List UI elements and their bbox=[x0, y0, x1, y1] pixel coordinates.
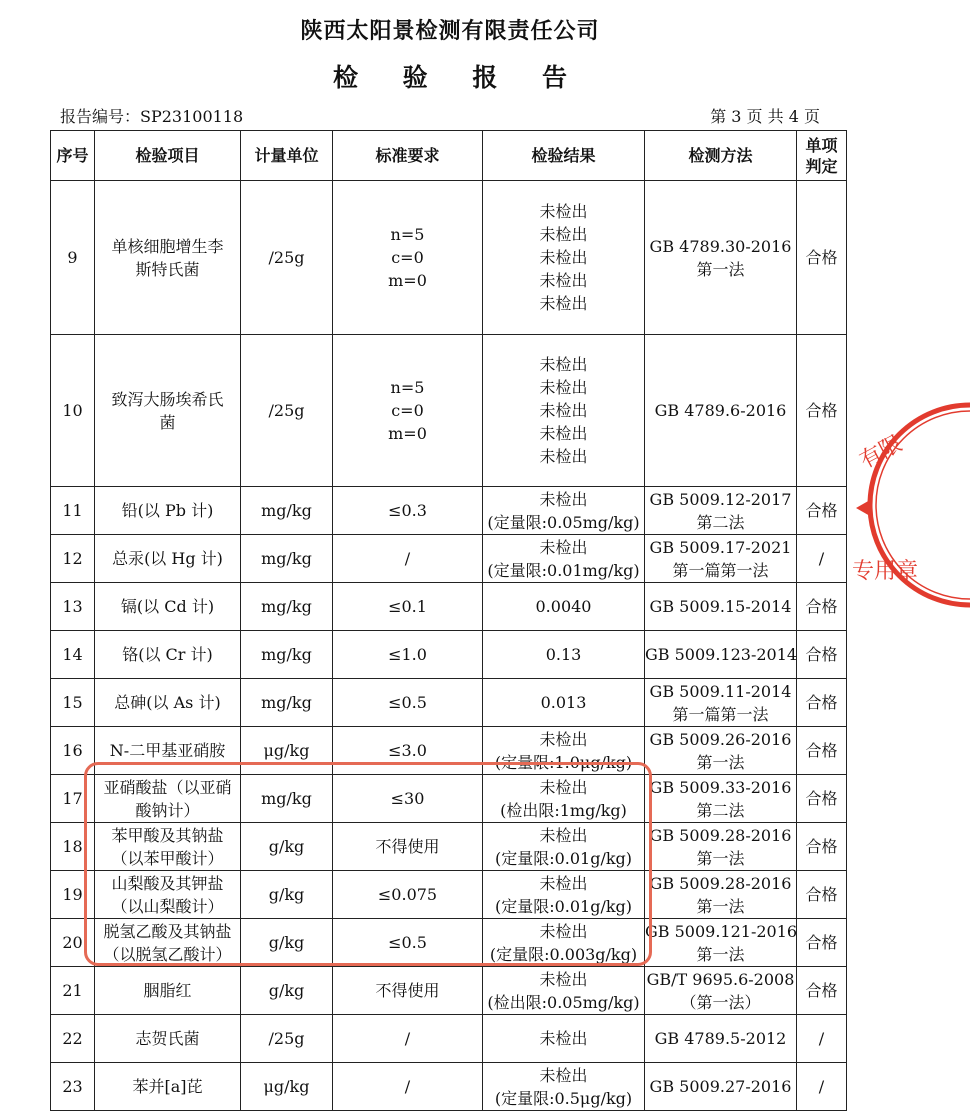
cell-item-line: 亚硝酸盐（以亚硝 bbox=[103, 777, 232, 797]
col-header-result: 检验结果 bbox=[483, 131, 645, 181]
cell-method bbox=[645, 487, 797, 535]
cell-verdict: 合格 bbox=[797, 631, 847, 679]
cell-method-line: GB 5009.17-2021 bbox=[649, 537, 792, 557]
cell-standard bbox=[333, 535, 483, 583]
stamp-seal-icon bbox=[852, 405, 970, 605]
cell-result-line: 0.013 bbox=[540, 693, 587, 712]
cell-verdict: 合格 bbox=[797, 181, 847, 335]
official-stamp bbox=[850, 400, 970, 610]
cell-standard-line: ≤0.5 bbox=[388, 933, 427, 952]
table-row bbox=[51, 631, 847, 679]
cell-standard-line: ≤0.1 bbox=[388, 597, 427, 616]
cell-item-line: （以山梨酸计） bbox=[111, 896, 224, 916]
cell-unit: mg/kg bbox=[241, 535, 333, 583]
cell-no: 15 bbox=[51, 679, 95, 727]
cell-method-line: 第一法 bbox=[696, 896, 745, 916]
cell-result bbox=[483, 583, 645, 631]
cell-standard-line: ≤0.3 bbox=[388, 501, 427, 520]
cell-standard-line: n=5 bbox=[390, 225, 425, 244]
cell-verdict: 合格 bbox=[797, 919, 847, 967]
cell-result bbox=[483, 1063, 645, 1111]
cell-standard bbox=[333, 583, 483, 631]
cell-result bbox=[483, 631, 645, 679]
cell-standard bbox=[333, 1015, 483, 1063]
cell-result-line: 未检出 bbox=[539, 225, 588, 244]
cell-method-line: 第一法 bbox=[696, 259, 745, 279]
cell-item-line: 铅(以 Pb 计) bbox=[121, 501, 214, 520]
cell-item bbox=[95, 679, 241, 727]
cell-result-line: 未检出 bbox=[539, 537, 588, 557]
cell-item-line: 总砷(以 As 计) bbox=[114, 693, 221, 712]
cell-verdict: 合格 bbox=[797, 823, 847, 871]
cell-result-line: (定量限:0.01g/kg) bbox=[494, 848, 633, 868]
table-row bbox=[51, 583, 847, 631]
cell-result-line: (定量限:0.5μg/kg) bbox=[494, 1088, 633, 1108]
cell-result-line: 0.13 bbox=[545, 645, 582, 664]
cell-result-line: 未检出 bbox=[539, 969, 588, 989]
cell-item bbox=[95, 583, 241, 631]
cell-result-line: 未检出 bbox=[539, 248, 588, 267]
cell-item-line: 志贺氏菌 bbox=[135, 1029, 200, 1048]
table-row bbox=[51, 967, 847, 1015]
table-header-row bbox=[51, 131, 847, 181]
cell-item-line: 山梨酸及其钾盐 bbox=[111, 873, 224, 893]
cell-result-line: 未检出 bbox=[539, 378, 588, 397]
cell-standard bbox=[333, 1063, 483, 1111]
cell-item bbox=[95, 335, 241, 487]
cell-item-line: 苯甲酸及其钠盐 bbox=[111, 825, 224, 845]
cell-method bbox=[645, 535, 797, 583]
table-row bbox=[51, 727, 847, 775]
cell-unit: μg/kg bbox=[241, 727, 333, 775]
cell-item bbox=[95, 1063, 241, 1111]
cell-result-line: 未检出 bbox=[539, 401, 588, 420]
report-title: 检 验 报 告 bbox=[332, 63, 586, 92]
cell-verdict: 合格 bbox=[797, 679, 847, 727]
table-row bbox=[51, 487, 847, 535]
cell-item bbox=[95, 871, 241, 919]
cell-method-line: GB 5009.123-2014 bbox=[645, 645, 798, 664]
cell-method-line: GB 4789.6-2016 bbox=[654, 401, 787, 420]
cell-result-line: (检出限:0.05mg/kg) bbox=[487, 992, 640, 1012]
cell-standard bbox=[333, 967, 483, 1015]
cell-item bbox=[95, 727, 241, 775]
cell-result-line: 0.0040 bbox=[535, 597, 592, 616]
cell-method-line: 第二法 bbox=[696, 800, 745, 820]
cell-standard-line: ≤0.5 bbox=[388, 693, 427, 712]
cell-standard bbox=[333, 631, 483, 679]
col-header-unit: 计量单位 bbox=[241, 131, 333, 181]
cell-unit: mg/kg bbox=[241, 679, 333, 727]
cell-item-line: 菌 bbox=[159, 412, 176, 432]
cell-standard-line: m=0 bbox=[388, 271, 427, 290]
cell-result-line: 未检出 bbox=[539, 355, 588, 374]
cell-no: 13 bbox=[51, 583, 95, 631]
table-body bbox=[51, 181, 847, 1111]
table-row bbox=[51, 679, 847, 727]
cell-item-line: 镉(以 Cd 计) bbox=[120, 597, 215, 616]
cell-method-line: 第一法 bbox=[696, 848, 745, 868]
table-row bbox=[51, 823, 847, 871]
cell-result-line: (定量限:0.05mg/kg) bbox=[487, 512, 640, 532]
cell-result-line: 未检出 bbox=[539, 1029, 588, 1048]
cell-item-line: 苯并[a]芘 bbox=[132, 1077, 203, 1096]
cell-standard bbox=[333, 823, 483, 871]
cell-verdict: / bbox=[797, 1015, 847, 1063]
cell-item bbox=[95, 775, 241, 823]
cell-standard bbox=[333, 487, 483, 535]
cell-result bbox=[483, 1015, 645, 1063]
cell-method-line: GB 5009.26-2016 bbox=[649, 729, 792, 749]
cell-verdict: 合格 bbox=[797, 967, 847, 1015]
cell-unit: g/kg bbox=[241, 823, 333, 871]
cell-verdict: 合格 bbox=[797, 487, 847, 535]
cell-no: 22 bbox=[51, 1015, 95, 1063]
stamp-text-bottom: 专用章 bbox=[852, 559, 919, 584]
cell-unit: /25g bbox=[241, 335, 333, 487]
cell-result-line: (定量限:0.003g/kg) bbox=[489, 944, 638, 964]
table-row bbox=[51, 535, 847, 583]
cell-unit: mg/kg bbox=[241, 487, 333, 535]
cell-method-line: GB/T 9695.6-2008 bbox=[646, 969, 795, 989]
cell-item bbox=[95, 823, 241, 871]
cell-method-line: GB 5009.121-2016 bbox=[645, 921, 798, 941]
cell-standard bbox=[333, 679, 483, 727]
cell-result-line: 未检出 bbox=[539, 294, 588, 313]
cell-no: 17 bbox=[51, 775, 95, 823]
cell-result bbox=[483, 181, 645, 335]
cell-standard-line: ≤0.075 bbox=[377, 885, 438, 904]
cell-item bbox=[95, 631, 241, 679]
cell-method-line: 第一法 bbox=[696, 752, 745, 772]
cell-result-line: 未检出 bbox=[539, 489, 588, 509]
cell-method-line: GB 5009.12-2017 bbox=[649, 489, 792, 509]
cell-no: 19 bbox=[51, 871, 95, 919]
cell-method bbox=[645, 919, 797, 967]
cell-standard-line: / bbox=[404, 1077, 411, 1096]
cell-no: 10 bbox=[51, 335, 95, 487]
report-meta bbox=[60, 104, 820, 126]
cell-item bbox=[95, 181, 241, 335]
cell-standard bbox=[333, 775, 483, 823]
cell-no: 23 bbox=[51, 1063, 95, 1111]
cell-result-line: (定量限:0.01g/kg) bbox=[494, 896, 633, 916]
cell-standard bbox=[333, 727, 483, 775]
cell-no: 16 bbox=[51, 727, 95, 775]
cell-no: 21 bbox=[51, 967, 95, 1015]
cell-no: 9 bbox=[51, 181, 95, 335]
cell-item bbox=[95, 535, 241, 583]
cell-method bbox=[645, 335, 797, 487]
cell-method bbox=[645, 181, 797, 335]
cell-method bbox=[645, 1063, 797, 1111]
col-header-no: 序号 bbox=[51, 131, 95, 181]
cell-result bbox=[483, 919, 645, 967]
cell-result bbox=[483, 871, 645, 919]
cell-verdict: 合格 bbox=[797, 871, 847, 919]
table-row bbox=[51, 1015, 847, 1063]
cell-no: 18 bbox=[51, 823, 95, 871]
cell-standard-line: ≤1.0 bbox=[388, 645, 427, 664]
cell-result-line: 未检出 bbox=[539, 424, 588, 443]
table-row bbox=[51, 871, 847, 919]
cell-standard-line: 不得使用 bbox=[375, 837, 440, 856]
cell-result bbox=[483, 823, 645, 871]
cell-no: 14 bbox=[51, 631, 95, 679]
col-header-verdict: 单项判定 bbox=[797, 131, 847, 181]
cell-method-line: GB 4789.5-2012 bbox=[654, 1029, 787, 1048]
cell-standard-line: 不得使用 bbox=[375, 981, 440, 1000]
cell-item bbox=[95, 967, 241, 1015]
cell-no: 11 bbox=[51, 487, 95, 535]
cell-method bbox=[645, 871, 797, 919]
cell-item-line: 铬(以 Cr 计) bbox=[122, 645, 213, 664]
cell-result-line: 未检出 bbox=[539, 271, 588, 290]
col-header-item: 检验项目 bbox=[95, 131, 241, 181]
cell-item-line: 胭脂红 bbox=[143, 981, 192, 1000]
cell-item-line: 致泻大肠埃希氏 bbox=[111, 389, 224, 409]
cell-method bbox=[645, 583, 797, 631]
cell-result-line: (检出限:1mg/kg) bbox=[500, 800, 627, 820]
cell-item-line: 酸钠计） bbox=[135, 800, 200, 820]
cell-standard-line: c=0 bbox=[391, 401, 424, 420]
cell-method-line: 第二法 bbox=[696, 512, 745, 532]
cell-method-line: GB 5009.28-2016 bbox=[649, 825, 792, 845]
cell-item bbox=[95, 487, 241, 535]
cell-standard bbox=[333, 871, 483, 919]
cell-verdict: 合格 bbox=[797, 335, 847, 487]
cell-method-line: （第一法） bbox=[680, 992, 761, 1012]
cell-method-line: GB 5009.33-2016 bbox=[649, 777, 792, 797]
cell-method-line: GB 4789.30-2016 bbox=[649, 236, 792, 256]
cell-method-line: GB 5009.15-2014 bbox=[649, 597, 792, 616]
cell-method-line: 第一篇第一法 bbox=[672, 704, 769, 724]
cell-method-line: 第一法 bbox=[696, 944, 745, 964]
cell-item bbox=[95, 1015, 241, 1063]
report-number: 报告编号：SP23100118 bbox=[60, 107, 244, 126]
col-header-standard: 标准要求 bbox=[333, 131, 483, 181]
table-row bbox=[51, 335, 847, 487]
cell-result bbox=[483, 335, 645, 487]
col-header-method: 检测方法 bbox=[645, 131, 797, 181]
cell-unit: mg/kg bbox=[241, 583, 333, 631]
cell-result bbox=[483, 679, 645, 727]
cell-result-line: 未检出 bbox=[539, 202, 588, 221]
cell-standard-line: c=0 bbox=[391, 248, 424, 267]
cell-result-line: 未检出 bbox=[539, 729, 588, 749]
cell-item-line: N-二甲基亚硝胺 bbox=[109, 741, 226, 760]
cell-result-line: 未检出 bbox=[539, 447, 588, 466]
cell-result-line: (定量限:0.01mg/kg) bbox=[487, 560, 640, 580]
stamp-text-top: 有限 bbox=[855, 431, 907, 475]
page-info: 第 3 页 共 4 页 bbox=[710, 107, 820, 126]
cell-unit: g/kg bbox=[241, 919, 333, 967]
cell-result bbox=[483, 727, 645, 775]
cell-method bbox=[645, 1015, 797, 1063]
cell-standard-line: / bbox=[404, 549, 411, 568]
cell-method-line: GB 5009.28-2016 bbox=[649, 873, 792, 893]
cell-no: 12 bbox=[51, 535, 95, 583]
cell-item-line: 总汞(以 Hg 计) bbox=[112, 549, 223, 568]
cell-no: 20 bbox=[51, 919, 95, 967]
table-row bbox=[51, 919, 847, 967]
cell-result bbox=[483, 487, 645, 535]
cell-standard-line: / bbox=[404, 1029, 411, 1048]
cell-item-line: 斯特氏菌 bbox=[135, 259, 200, 279]
inspection-table bbox=[50, 130, 847, 1111]
cell-item-line: （以脱氢乙酸计） bbox=[103, 944, 232, 964]
cell-unit: /25g bbox=[241, 1015, 333, 1063]
cell-standard bbox=[333, 181, 483, 335]
company-name: 陕西太阳景检测有限责任公司 bbox=[300, 19, 600, 44]
cell-method bbox=[645, 727, 797, 775]
cell-method bbox=[645, 679, 797, 727]
cell-verdict: 合格 bbox=[797, 727, 847, 775]
cell-standard-line: m=0 bbox=[388, 424, 427, 443]
cell-standard-line: ≤3.0 bbox=[388, 741, 427, 760]
cell-result bbox=[483, 535, 645, 583]
cell-result-line: 未检出 bbox=[539, 873, 588, 893]
cell-verdict: / bbox=[797, 1063, 847, 1111]
cell-item-line: 单核细胞增生李 bbox=[111, 236, 224, 256]
cell-item-line: （以苯甲酸计） bbox=[111, 848, 224, 868]
cell-item-line: 脱氢乙酸及其钠盐 bbox=[103, 921, 232, 941]
cell-method-line: 第一篇第一法 bbox=[672, 560, 769, 580]
cell-verdict: 合格 bbox=[797, 775, 847, 823]
cell-standard bbox=[333, 335, 483, 487]
cell-unit: /25g bbox=[241, 181, 333, 335]
cell-verdict: 合格 bbox=[797, 583, 847, 631]
cell-method bbox=[645, 631, 797, 679]
cell-method bbox=[645, 775, 797, 823]
table-row bbox=[51, 1063, 847, 1111]
cell-standard-line: ≤30 bbox=[390, 789, 425, 808]
table-row bbox=[51, 775, 847, 823]
cell-result bbox=[483, 775, 645, 823]
cell-result-line: 未检出 bbox=[539, 1065, 588, 1085]
cell-result-line: 未检出 bbox=[539, 777, 588, 797]
table-row bbox=[51, 181, 847, 335]
cell-verdict: / bbox=[797, 535, 847, 583]
cell-method bbox=[645, 967, 797, 1015]
cell-unit: μg/kg bbox=[241, 1063, 333, 1111]
cell-result-line: (定量限:1.0μg/kg) bbox=[494, 752, 633, 772]
cell-unit: g/kg bbox=[241, 871, 333, 919]
cell-item bbox=[95, 919, 241, 967]
cell-method-line: GB 5009.27-2016 bbox=[649, 1077, 792, 1096]
cell-unit: mg/kg bbox=[241, 775, 333, 823]
cell-method-line: GB 5009.11-2014 bbox=[649, 681, 792, 701]
cell-unit: mg/kg bbox=[241, 631, 333, 679]
cell-standard-line: n=5 bbox=[390, 378, 425, 397]
cell-result bbox=[483, 967, 645, 1015]
cell-unit: g/kg bbox=[241, 967, 333, 1015]
cell-result-line: 未检出 bbox=[539, 921, 588, 941]
cell-result-line: 未检出 bbox=[539, 825, 588, 845]
cell-method bbox=[645, 823, 797, 871]
cell-standard bbox=[333, 919, 483, 967]
